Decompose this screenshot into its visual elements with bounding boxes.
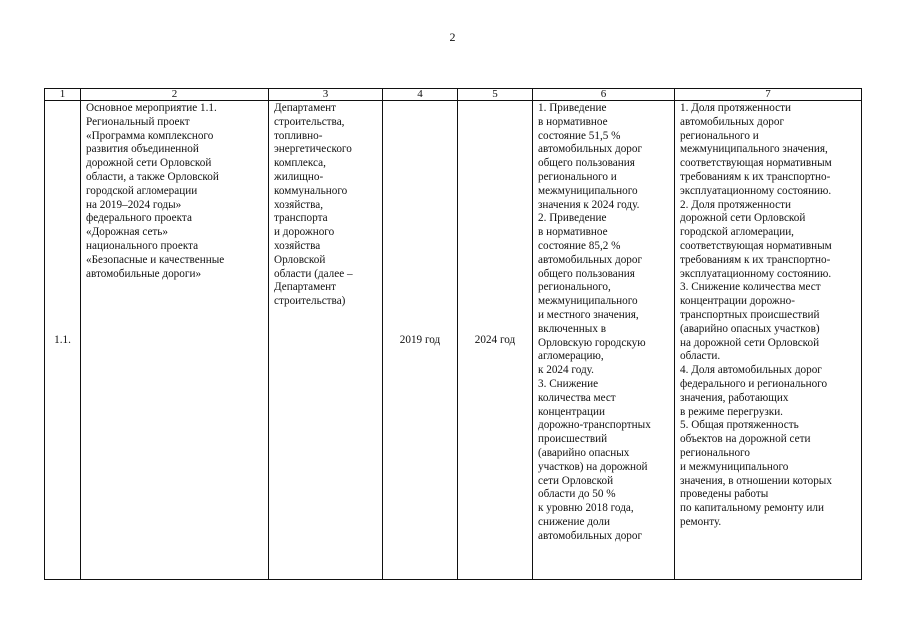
page-number: 2 [449,30,456,44]
header-cell: 2 [81,89,269,101]
row-number-cell: 1.1. [45,101,81,580]
header-cell: 3 [269,89,383,101]
activity-cell: Основное мероприятие 1.1. Региональный проект «Программа комплексного развития объединенной дорожной сети Орловской области, а также Орловской городской агломерации на 2019–2024 годы» федерального проекта «Дорожная сеть» национального проекта «Безопасные и качественные автомобильные дороги» [81,101,269,580]
program-table [44,88,862,580]
executor-cell: Департамент строительства, топливно- энергетического комплекса, жилищно- коммунального хозяйства, транспорта и дорожного хозяйства Орловской области (далее – Департамент строительства) [269,101,383,580]
indicators-cell: 1. Доля протяженности автомобильных дорог регионального и межмуниципального значения, соответствующая нормативным требованиям к их транспортно- эксплуатационному состоянию. 2. Доля протяженности дорожной сети Орловской городской агломерации, соответствующая нормативным требованиям к их транспортно- эксплуатационному состоянию. 3. Снижение количества мест концентрации дорожно- транспортных происшествий (аварийно опасных участков) на дорожной сети Орловской области. 4. Доля автомобильных дорог федерального и регионального значения, работающих в режиме перегрузки. 5. Общая протяженность объектов на дорожной сети регионального и межмуниципального значения, в отношении которых проведены работы по капитальному ремонту или ремонту. [675,101,862,580]
header-cell: 7 [675,89,862,101]
header-row [45,89,862,101]
end-year-cell: 2024 год [458,101,533,580]
header-cell: 1 [45,89,81,101]
table-row [45,101,862,580]
header-cell: 4 [383,89,458,101]
header-cell: 6 [533,89,675,101]
start-year-cell: 2019 год [383,101,458,580]
results-cell: 1. Приведение в нормативное состояние 51,5 % автомобильных дорог общего пользования регионального и межмуниципального значения к 2024 году. 2. Приведение в нормативное состояние 85,2 % автомобильных дорог общего пользования регионального, межмуниципального и местного значения, включенных в Орловскую городскую агломерацию, к 2024 году. 3. Снижение количества мест концентрации дорожно-транспортных происшествий (аварийно опасных участков) на дорожной сети Орловской области до 50 % к уровню 2018 года, снижение доли автомобильных дорог [533,101,675,580]
header-cell: 5 [458,89,533,101]
